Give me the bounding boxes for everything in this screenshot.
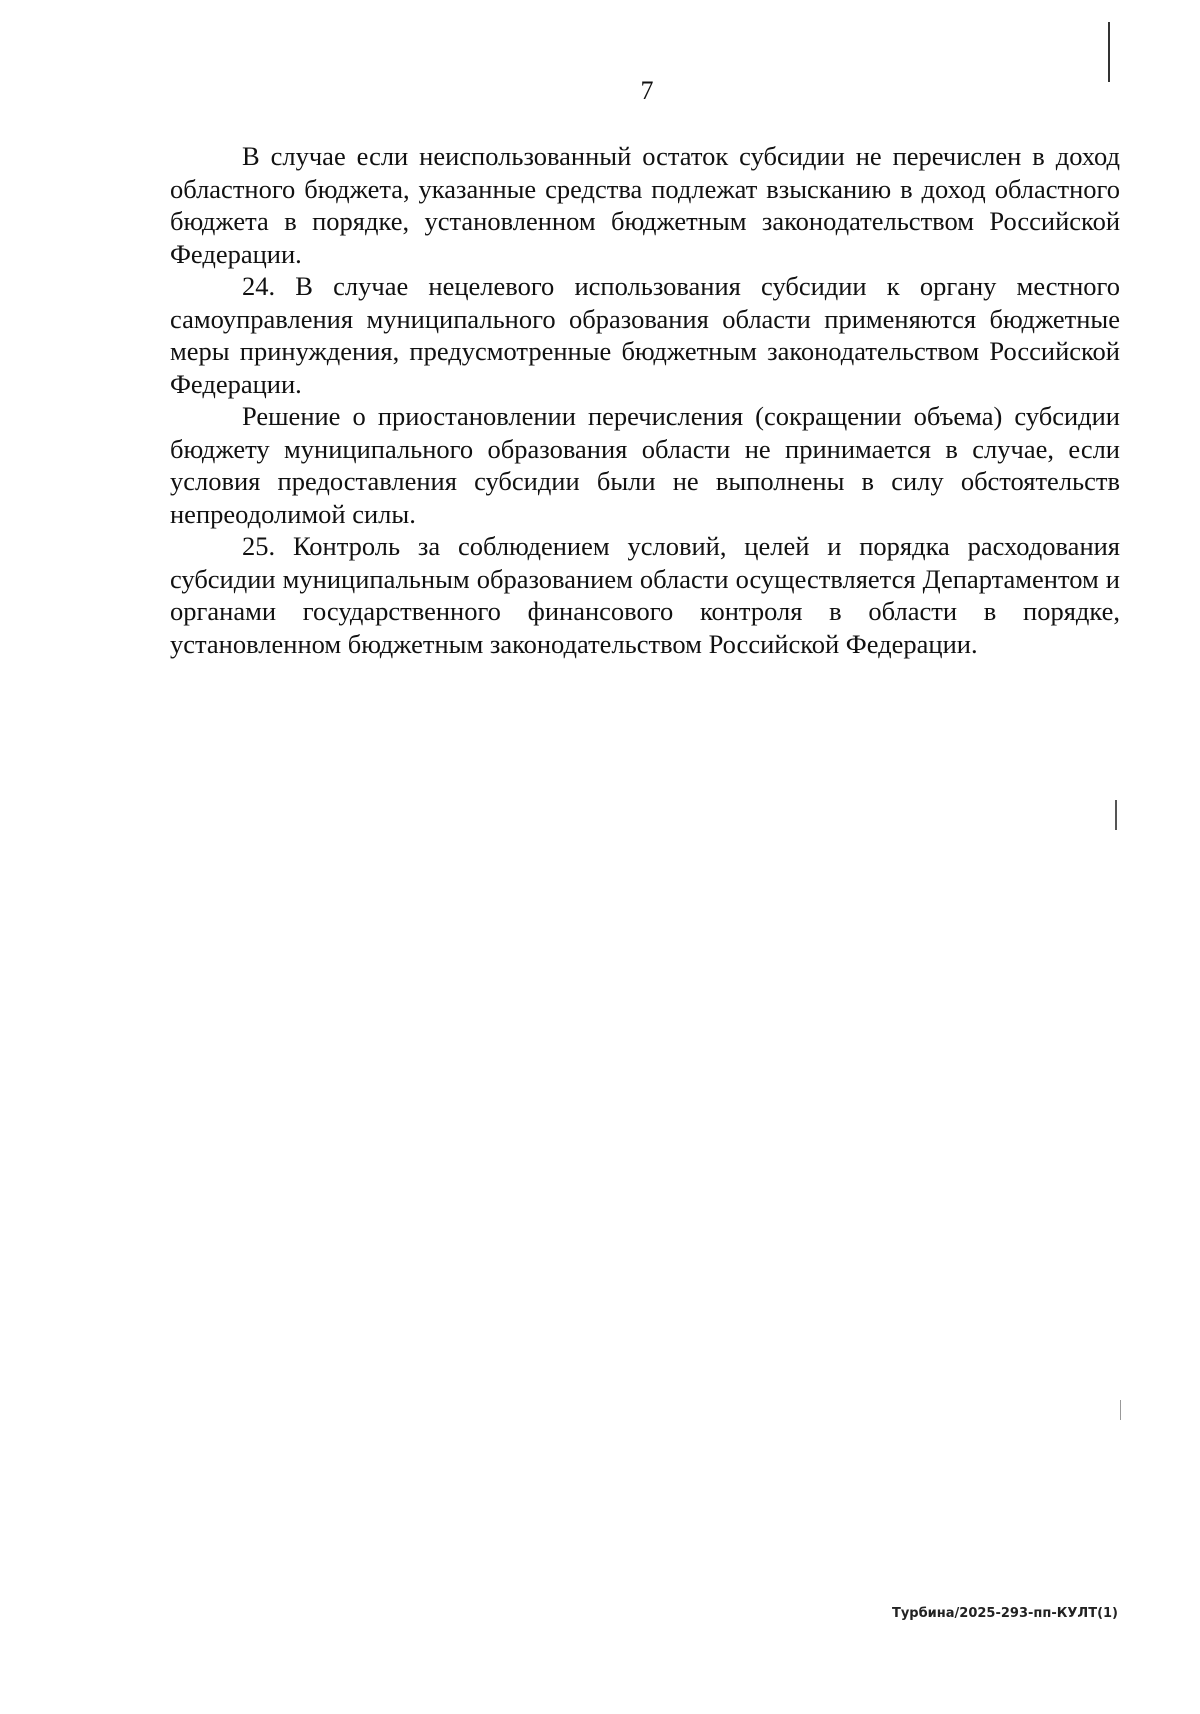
page-number: 7 [640, 76, 654, 105]
paragraph-24-misuse: 24. В случае нецелевого использования субсидии к органу местного самоуправления муниципального образования области применяются бюджетные меры принуждения, предусмотренные бюджетным законодательством Российской Федерации. [170, 271, 1120, 399]
scan-edge-mark [1115, 800, 1117, 830]
document-body [170, 140, 1120, 660]
paragraph-remainder-recovery: В случае если неиспользованный остаток субсидии не перечислен в доход областного бюджета, указанные средства подлежат взысканию в доход областного бюджета в порядке, установленном бюджетным законодательством Российской Федерации. [170, 141, 1120, 269]
scan-edge-mark [1120, 1400, 1121, 1420]
document-code: Турбина/2025-293-пп-КУЛТ(1) [891, 1606, 1118, 1621]
scan-edge-mark [1108, 22, 1110, 82]
paragraph-suspension-decision: Решение о приостановлении перечисления (сокращении объема) субсидии бюджету муниципального образования области не принимается в случае, если условия предоставления субсидии были не выполнены в силу обстоятельств непреодолимой силы. [170, 401, 1120, 529]
paragraph-25-control: 25. Контроль за соблюдением условий, целей и порядка расходования субсидии муниципальным образованием области осуществляется Департаментом и органами государственного финансового контроля в области в порядке, установленном бюджетным законодательством Российской Федерации. [170, 531, 1120, 659]
